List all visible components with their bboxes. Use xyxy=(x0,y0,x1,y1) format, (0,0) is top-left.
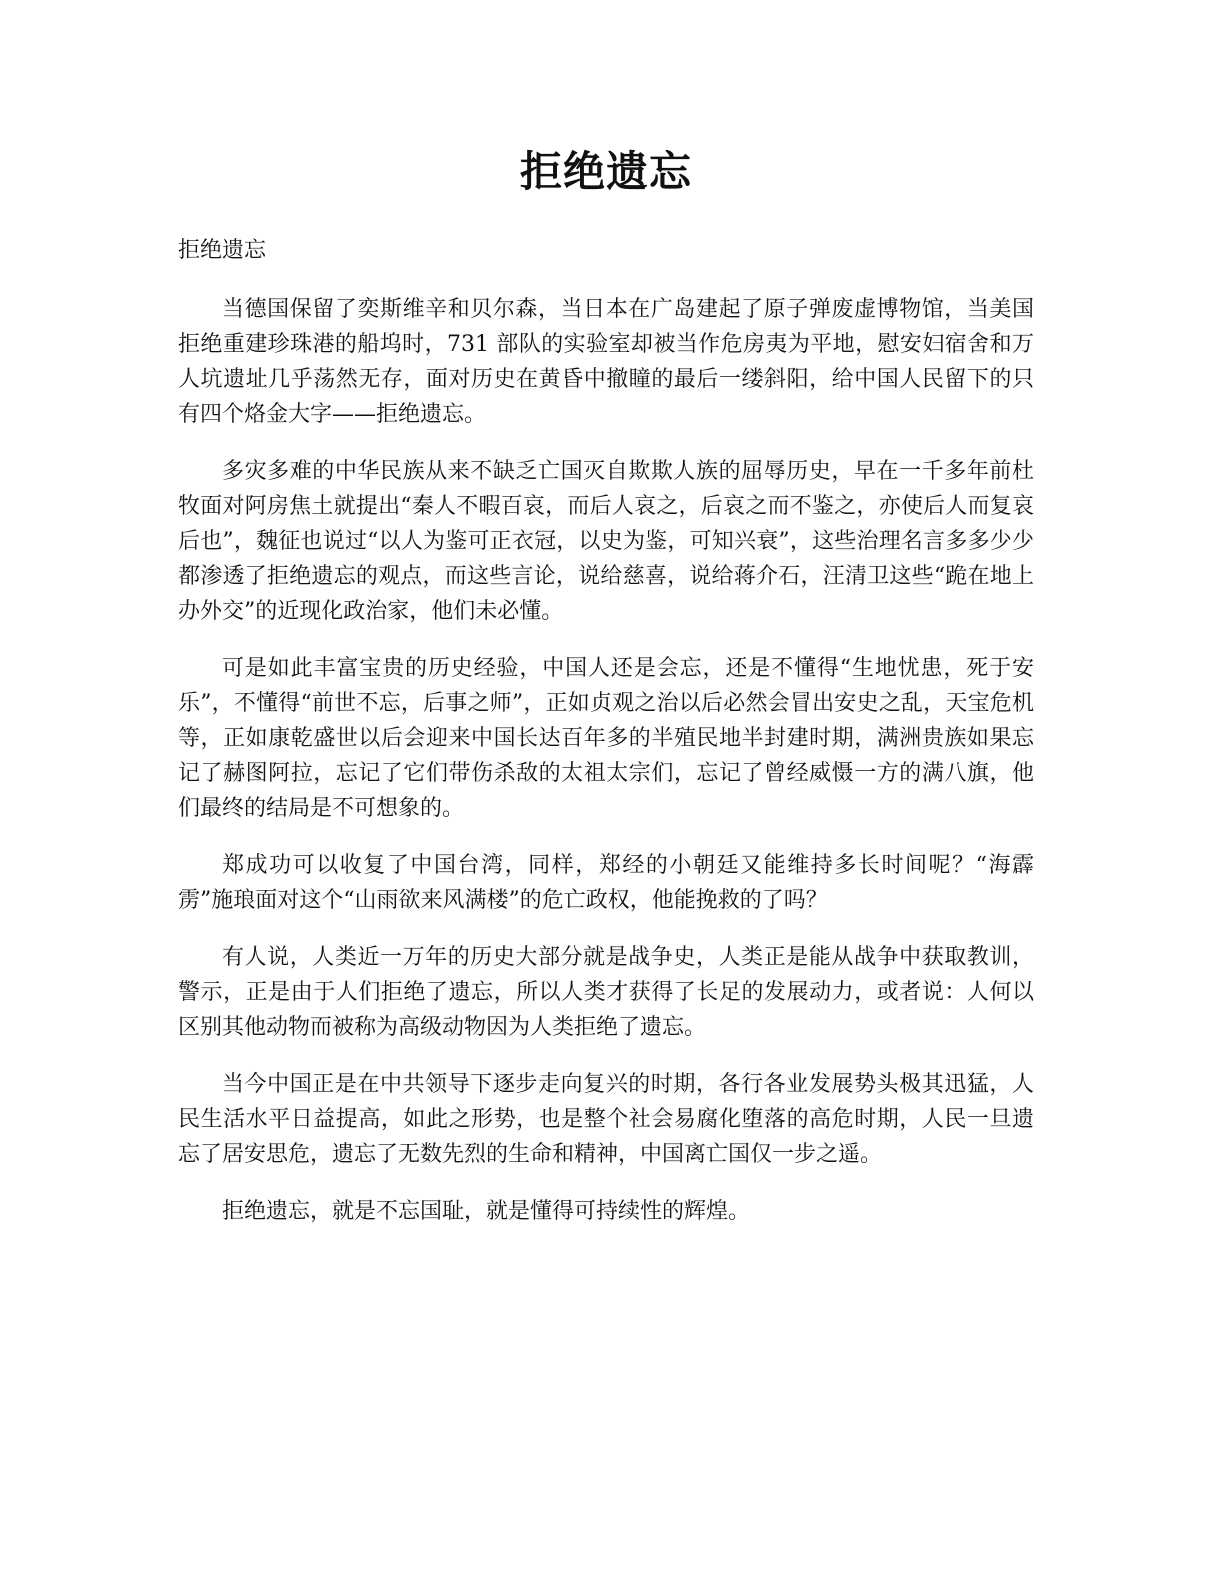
document-subtitle: 拒绝遗忘 xyxy=(178,238,267,263)
paragraph-6: 当今中国正是在中共领导下逐步走向复兴的时期，各行各业发展势头极其迅猛，人民生活水平日益提高，如此之形势，也是整个社会易腐化堕落的高危时期，人民一旦遗忘了居安思危，遗忘了无数先烈的生命和精神，中国离亡国仅一步之遥。 xyxy=(178,1072,1034,1167)
paragraph-5: 有人说，人类近一万年的历史大部分就是战争史，人类正是能从战争中获取教训，警示，正是由于人们拒绝了遗忘，所以人类才获得了长足的发展动力，或者说：人何以区别其他动物而被称为高级动物因为人类拒绝了遗忘。 xyxy=(178,945,1034,1040)
document-page xyxy=(178,0,1034,1251)
paragraph-4: 郑成功可以收复了中国台湾，同样，郑经的小朝廷又能维持多长时间呢？“海霹雳”施琅面对这个“山雨欲来风满楼”的危亡政权，他能挽救的了吗？ xyxy=(178,853,1034,913)
document-title: 拒绝遗忘 xyxy=(519,147,692,196)
paragraph-7: 拒绝遗忘，就是不忘国耻，就是懂得可持续性的辉煌。 xyxy=(222,1199,751,1224)
paragraph-1: 当德国保留了奕斯维辛和贝尔森，当日本在广岛建起了原子弹废虚博物馆，当美国拒绝重建珍珠港的船坞时，731 部队的实验室却被当作危房夷为平地，慰安妇宿舍和万人坑遗址几乎荡然无存，面对历史在黄昏中撤瞳的最后一缕斜阳，给中国人民留下的只有四个烙金大字——拒绝遗忘。 xyxy=(178,297,1034,427)
document-body xyxy=(178,292,1034,1229)
paragraph-2: 多灾多难的中华民族从来不缺乏亡国灭自欺欺人族的屈辱历史，早在一千多年前杜牧面对阿房焦土就提出“秦人不暇百哀，而后人哀之，后哀之而不鉴之，亦使后人而复哀后也”，魏征也说过“以人为鉴可正衣冠，以史为鉴，可知兴衰”，这些治理名言多多少少都渗透了拒绝遗忘的观点，而这些言论，说给慈喜，说给蒋介石，汪清卫这些“跪在地上办外交”的近现化政治家，他们未必懂。 xyxy=(178,459,1034,624)
paragraph-3: 可是如此丰富宝贵的历史经验，中国人还是会忘，还是不懂得“生地忧患，死于安乐”，不懂得“前世不忘，后事之师”，正如贞观之治以后必然会冒出安史之乱，天宝危机等，正如康乾盛世以后会迎来中国长达百年多的半殖民地半封建时期，满洲贵族如果忘记了赫图阿拉，忘记了它们带伤杀敌的太祖太宗们，忘记了曾经威慑一方的满八旗，他们最终的结局是不可想象的。 xyxy=(178,656,1034,821)
